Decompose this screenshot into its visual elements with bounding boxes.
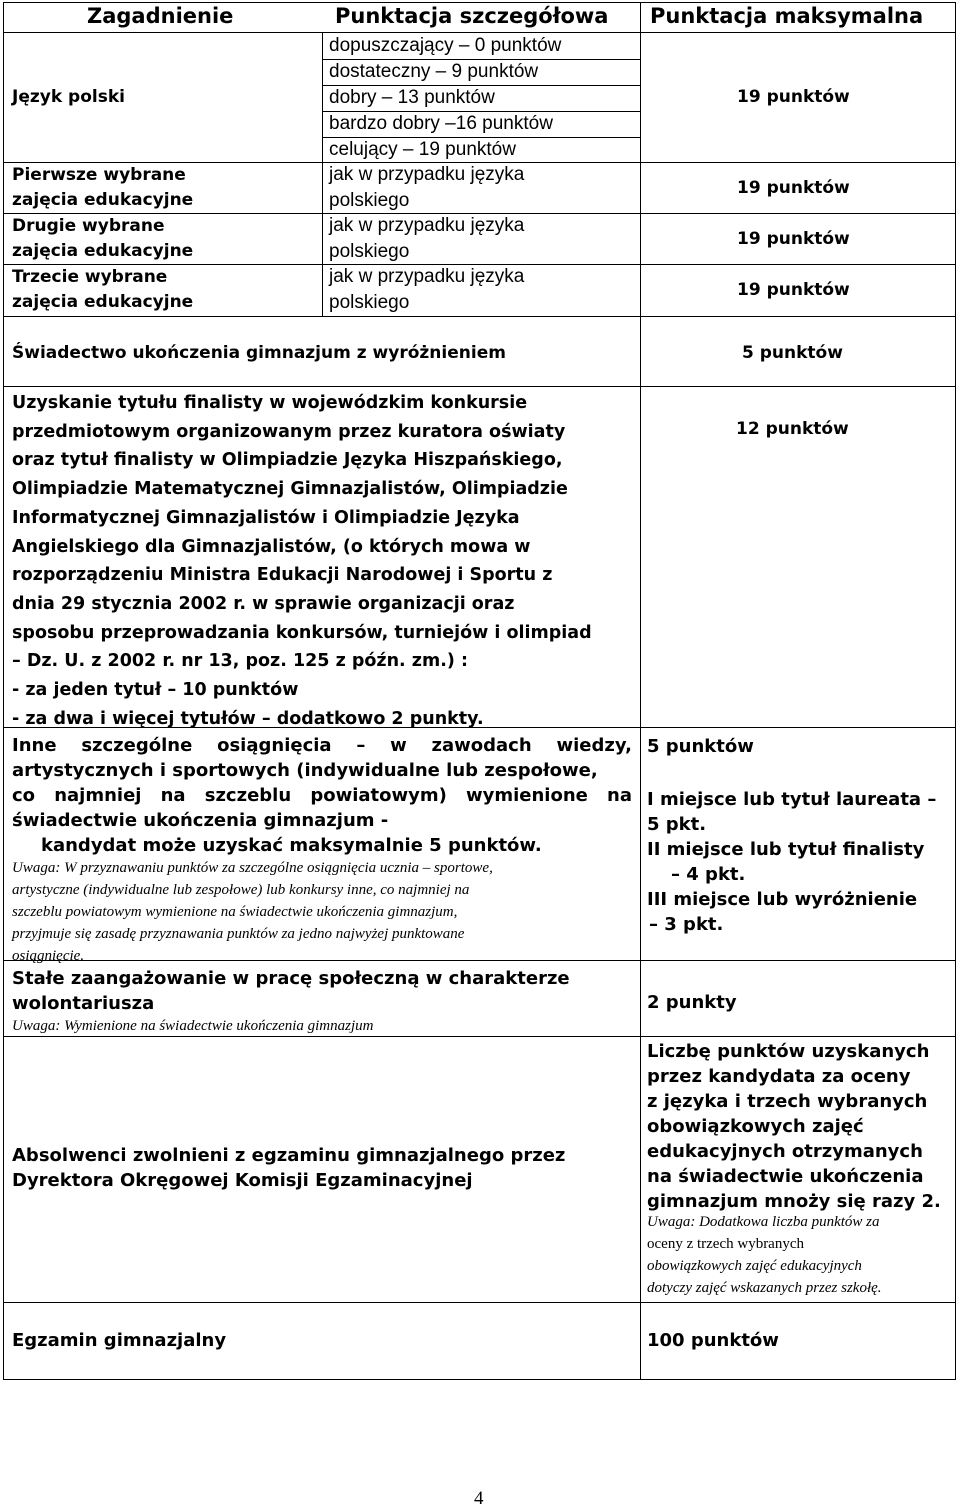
text-line: Olimpiadzie Matematycznej Gimnazjalistów, Olimpiadzie xyxy=(12,479,568,500)
subject-label: Trzecie wybrane xyxy=(12,267,168,287)
text-line: świadectwie ukończenia gimnazjum - xyxy=(12,810,389,831)
max-points: 5 punktów xyxy=(742,343,843,363)
grade-item: dobry – 13 punktów xyxy=(329,87,495,108)
max-points: 19 punktów xyxy=(737,229,850,249)
row-divider xyxy=(3,316,956,317)
rule-line: gimnazjum mnoży się razy 2. xyxy=(647,1191,941,1212)
column-divider xyxy=(322,32,323,316)
osiagniecia-text xyxy=(12,733,632,858)
grade-item: dopuszczający – 0 punktów xyxy=(329,35,562,56)
absolwenci-note xyxy=(647,1211,882,1299)
award-line: II miejsce lub tytuł finalisty xyxy=(647,839,925,860)
absolwenci-rule xyxy=(647,1039,941,1214)
text-line: oraz tytuł finalisty w Olimpiadzie Języka Hiszpańskiego, xyxy=(12,450,563,471)
note-line: Uwaga: W przyznawaniu punktów za szczególne osiągnięcia ucznia – sportowe, xyxy=(12,860,493,876)
award-line: 5 pkt. xyxy=(647,814,707,835)
note-line: dotyczy zajęć wskazanych przez szkołę. xyxy=(647,1280,882,1296)
grade-item: bardzo dobry –16 punktów xyxy=(329,113,553,134)
rule-line: z języka i trzech wybranych xyxy=(647,1091,928,1112)
max-points: 2 punkty xyxy=(647,992,737,1013)
osiagniecia-note xyxy=(12,857,493,967)
max-points: 12 punktów xyxy=(736,419,849,439)
subject-label: Drugie wybrane xyxy=(12,216,165,236)
text-line: Informatycznej Gimnazjalistów i Olimpiadzie Języka xyxy=(12,507,520,528)
award-line: III miejsce lub wyróżnienie xyxy=(647,889,918,910)
rule-line: Liczbę punktów uzyskanych xyxy=(647,1041,930,1062)
text-line: – Dz. U. z 2002 r. nr 13, poz. 125 z późn. zm.) : xyxy=(12,651,468,672)
awards-list xyxy=(647,787,936,937)
text-line: dnia 29 stycznia 2002 r. w sprawie organizacji oraz xyxy=(12,593,515,614)
rule-line: obowiązkowych zajęć xyxy=(647,1116,864,1137)
subject-label: zajęcia edukacyjne xyxy=(12,292,194,312)
award-line: – 4 pkt. xyxy=(671,864,746,885)
subject-detail: polskiego xyxy=(329,241,410,262)
wolontariat-note: Uwaga: Wymienione na świadectwie ukończenia gimnazjum xyxy=(12,1018,374,1034)
text-line: - za dwa i więcej tytułów – dodatkowo 2 punkty. xyxy=(12,708,484,729)
subject-detail: jak w przypadku języka xyxy=(329,215,525,236)
subject-label: zajęcia edukacyjne xyxy=(12,190,194,210)
text-line: sposobu przeprowadzania konkursów, turniejów i olimpiad xyxy=(12,622,592,643)
rule-line: przez kandydata za oceny xyxy=(647,1066,911,1087)
subject-detail: polskiego xyxy=(329,292,410,313)
text-line: Inne szczególne osiągnięcia – w zawodach wiedzy, xyxy=(12,735,632,756)
award-line: I miejsce lub tytuł laureata – xyxy=(647,789,937,810)
text-line: rozporządzeniu Ministra Edukacji Narodowej i Sportu z xyxy=(12,565,553,586)
row-divider xyxy=(3,386,956,387)
max-points: 100 punktów xyxy=(647,1330,779,1351)
subject-detail: jak w przypadku języka xyxy=(329,164,525,185)
absolwenci-label: Absolwenci zwolnieni z egzaminu gimnazjalnego przez xyxy=(12,1145,566,1166)
note-line: szczeblu powiatowym wymienione na świadectwie ukończenia gimnazjum, xyxy=(12,904,458,920)
text-line: Uzyskanie tytułu finalisty w wojewódzkim konkursie xyxy=(12,393,528,413)
text-line: kandydat może uzyskać maksymalnie 5 punktów. xyxy=(41,835,542,856)
grade-item: celujący – 19 punktów xyxy=(329,139,516,160)
text-line: artystycznych i sportowych (indywidualne lub zespołowe, xyxy=(12,760,598,781)
note-line: obowiązkowych zajęć edukacyjnych xyxy=(647,1258,862,1274)
header-zagadnienie: Zagadnienie xyxy=(87,4,234,28)
header-punktacja-szczegolowa: Punktacja szczegółowa xyxy=(335,4,609,28)
egzamin-label: Egzamin gimnazjalny xyxy=(12,1330,227,1351)
note-line: przyjmuje się zasadę przyznawania punktów za jedno najwyżej punktowane xyxy=(12,926,465,942)
note-line: Uwaga: Dodatkowa liczba punktów za xyxy=(647,1214,880,1230)
max-points: 5 punktów xyxy=(647,736,754,757)
note-line: artystyczne (indywidualne lub zespołowe) lub konkursy inne, co najmniej na xyxy=(12,882,470,898)
text-line: - za jeden tytuł – 10 punktów xyxy=(12,680,299,701)
column-divider xyxy=(640,2,641,1380)
absolwenci-label: Dyrektora Okręgowej Komisji Egzaminacyjnej xyxy=(12,1170,473,1191)
wolontariat-label: Stałe zaangażowanie w pracę społeczną w charakterze xyxy=(12,968,570,989)
subject-detail: polskiego xyxy=(329,190,410,211)
text-line: co najmniej na szczeblu powiatowym) wymienione na xyxy=(12,785,632,806)
subject-label: Pierwsze wybrane xyxy=(12,165,186,185)
text-line: przedmiotowym organizowanym przez kuratora oświaty xyxy=(12,421,566,442)
subject-label: zajęcia edukacyjne xyxy=(12,241,194,261)
subject-detail: jak w przypadku języka xyxy=(329,266,525,287)
finalisty-text xyxy=(12,389,592,733)
rule-line: edukacyjnych otrzymanych xyxy=(647,1141,923,1162)
wolontariat-label: wolontariusza xyxy=(12,993,155,1014)
row-divider xyxy=(3,1302,956,1303)
rule-line: na świadectwie ukończenia xyxy=(647,1166,924,1187)
header-punktacja-maksymalna: Punktacja maksymalna xyxy=(650,4,924,28)
max-points: 19 punktów xyxy=(737,87,850,107)
grade-item: dostateczny – 9 punktów xyxy=(329,61,539,82)
swiadectwo-label: Świadectwo ukończenia gimnazjum z wyróżnieniem xyxy=(12,343,506,363)
text-line: Angielskiego dla Gimnazjalistów, (o których mowa w xyxy=(12,536,531,557)
max-points: 19 punktów xyxy=(737,178,850,198)
subject-jezyk-polski: Język polski xyxy=(12,87,125,107)
page-number: 4 xyxy=(474,1488,484,1509)
note-line: osiągnięcie. xyxy=(12,948,85,964)
max-points: 19 punktów xyxy=(737,280,850,300)
note-line: oceny z trzech wybranych xyxy=(647,1236,805,1252)
award-line: – 3 pkt. xyxy=(649,914,724,935)
